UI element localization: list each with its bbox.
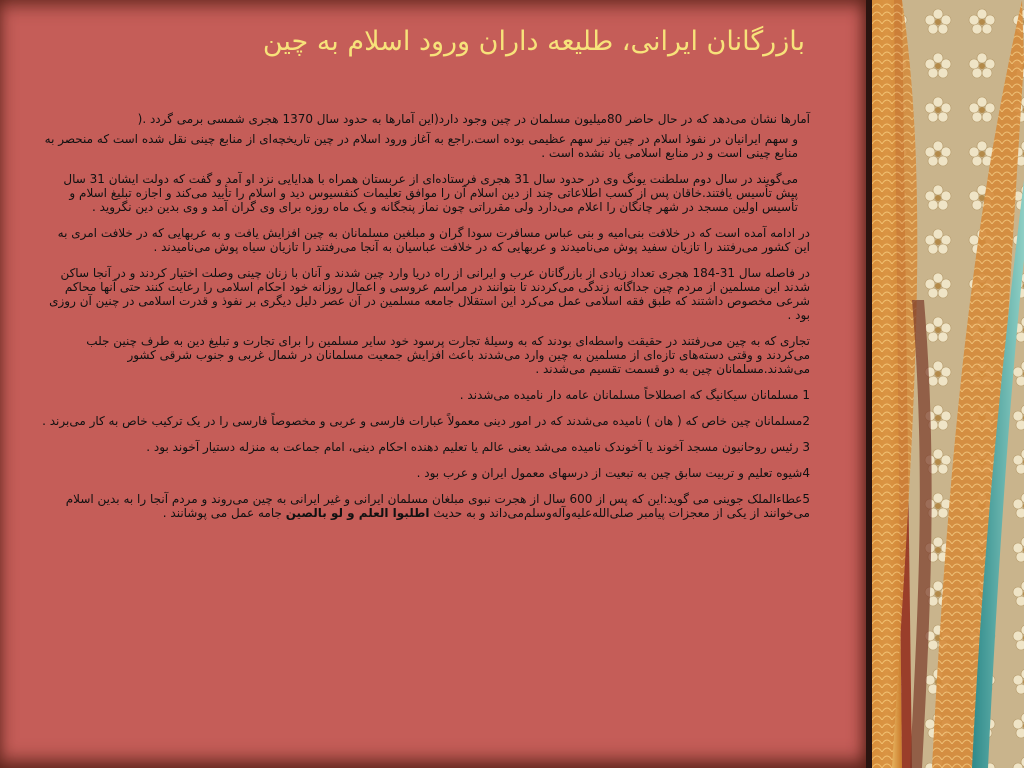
- paragraph-caliphate: در ادامه آمده است که در خلافت بنی‌امیه و بنی عباس مسافرت سودا گران و مبلغین مسلمانان به چین افزایش یافت و به عربهایی که در خلافت امری به این کشور می‌رفتند را تازیان سفید پوش می‌نامیدند و عربهایی که در خلافت عباسیان به آنجا می‌رفتند را تازیان سیاه پوش می‌نامیدند .: [57, 226, 810, 254]
- list-item-2: 2مسلمانان چین خاص که ( هان ) نامیده می‌شدند که در امور دینی معمولاً عبارات فارسی و عربی و مخصوصاً فارسی را در یک ترکیب خاص به کار می‌برند .: [42, 414, 810, 428]
- paragraph-merchants: در فاصله سال 31-184 هجری تعداد زیادی از بازرگانان عرب و ایرانی از راه دریا وارد چین شدند و آنان با زنان چینی وصلت اختیار کردند و در آنجا ساکن شدند این مسلمین از مردم چین جداگانه زندگی می‌کردند تا بتوانند در مراسم عروسی و اعمال روزانه خود احکام اسلامی را رعایت کنند حتی آنها محاکم شرعی مخصوص داشتند که طبق فقه اسلامی عمل می‌کرد این استقلال جامعه مسلمین در آن عصر دلیل دیگری بر نفوذ و قدرت اسلامی در چنین آن روزی بود .: [49, 266, 810, 322]
- list-item-3: 3 رئیس روحانیون مسجد آخوند یا آخوندک نامیده می‌شد یعنی عالم یا تعلیم دهنده احکام دینی، امام جماعت به منزله دستیار آخوند بود .: [146, 440, 810, 454]
- paragraph-yong-wei: می‌گویند در سال دوم سلطنت یونگ وی در حدود سال 31 هجری فرستاده‌ای از عربستان همراه با هدایایی نزد او آمد و گفت که دولت ایشان 31 سال پیش تأسیس یافتند.خاقان پس از کسب اطلاعاتی چند از دین اسلام آن را موافق تعلیمات کنفسیوس دید و اسلام را تأیید می‌کند و اجازه تبلیغ اسلام و تأسیس اولین مسجد در شهر چانگان را اعلام می‌دارد ولی مقرراتی چون نماز پنجگانه و یک ماه روزه برای وی گران آمد و وی بدین دین نگروید .: [63, 172, 798, 214]
- paragraph-iranian-share: و سهم ایرانیان در نفوذ اسلام در چین نیز سهم عظیمی بوده است.راجع به آغاز ورود اسلام در چین تاریخچه‌ای از منابع چینی نقل شده است که منحصر به منابع چینی است و در منابع اسلامی یاد نشده است .: [44, 132, 798, 160]
- list-item-1: 1 مسلمانان سیکانیگ که اصطلاحاً مسلمانان عامه دار نامیده می‌شدند .: [459, 388, 810, 402]
- hadith-quote: اطلبوا العلم و لو بالصین: [285, 506, 430, 520]
- paragraph-traders: تجاری که به چین می‌رفتند در حقیقت واسطه‌ای بودند که به وسیلهٔ تجارت پرسود خود سایر مسلمین را برای تجارت و تبلیغ دین به طرف چنین جلب می‌کردند و وقتی دسته‌های تازه‌ای از مسلمین به چین وارد می‌شدند باعث افزایش جمعیت مسلمانان در شمال غربی و جنوب شرقی کشور می‌شدند.مسلمانان چین به دو قسمت تقسیم می‌شدند .: [86, 334, 810, 376]
- paragraph-statistics: آمارها نشان می‌دهد که در حال حاضر 80میلیون مسلمان در چین وجود دارد(این آمارها به حدود سال 1370 هجری شمسی برمی گردد .(: [137, 112, 810, 126]
- list-item-5: [40, 492, 810, 520]
- list-item-4: 4شیوه تعلیم و تربیت سابق چین به تبعیت از درسهای معمول ایران و عرب بود .: [416, 466, 810, 480]
- list-item-5-text: 5عطاءالملک جوینی می گوید:این که پس از 600 سال از هجرت نبوی مبلغان مسلمان ایرانی و غیر ایرانی به چین می‌روند و مردم آنجا را به بدین اسلام می‌خوانند از یکی از معجزات پیامبر صلی‌الله‌علیه‌وآله‌وسلم‌می‌داند و به حدیث: [65, 492, 810, 520]
- floral-ornament-image: [872, 0, 1024, 768]
- slide-title: بازرگانان ایرانی، طلیعه داران ورود اسلام به چین: [262, 26, 805, 57]
- slide-body: [40, 112, 810, 532]
- list-item-5-end: جامه عمل می پوشانند .: [162, 506, 282, 520]
- decorative-border: [872, 0, 1024, 768]
